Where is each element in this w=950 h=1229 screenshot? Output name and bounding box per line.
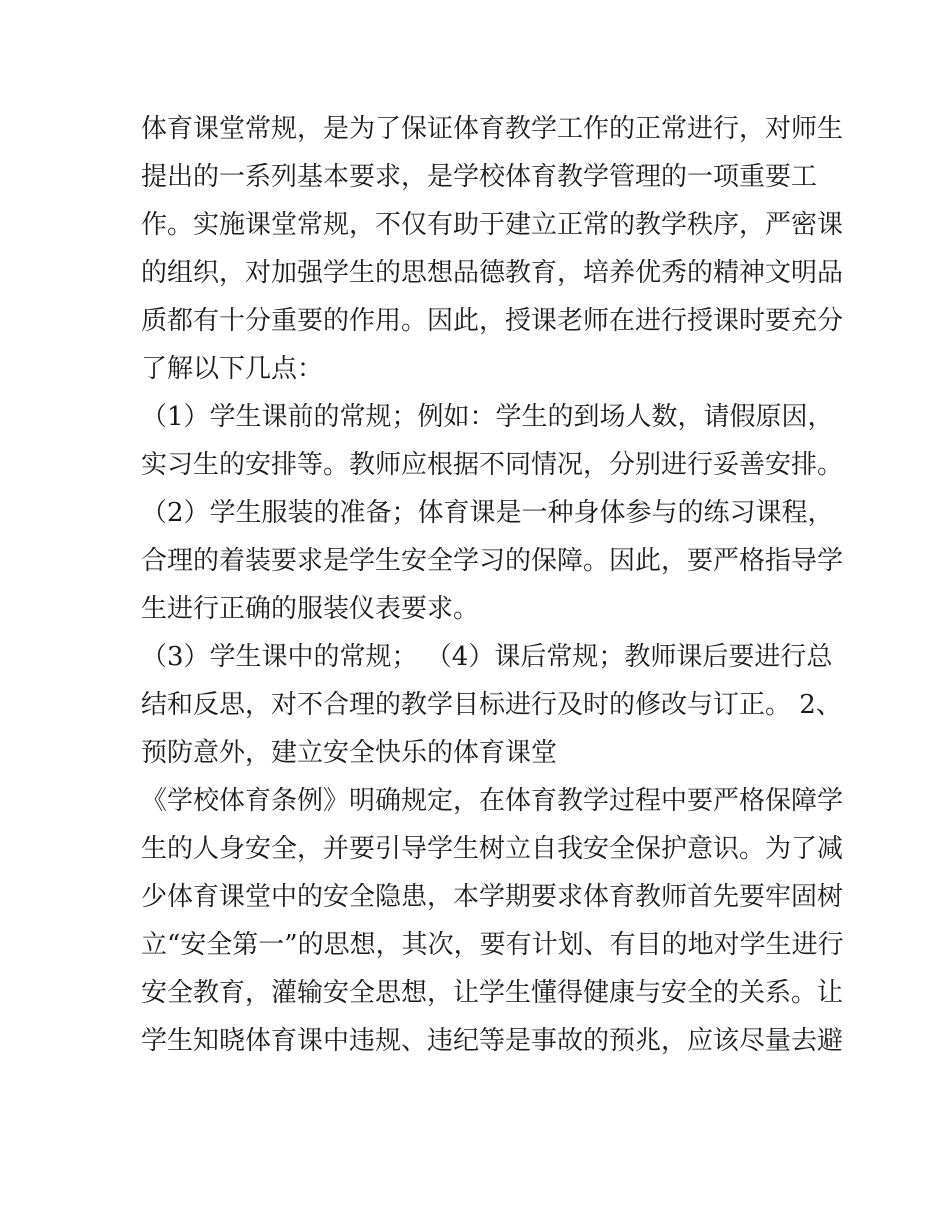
text-line: 《学校体育条例》明确规定，在体育教学过程中要严格保障学 xyxy=(141,786,844,816)
text-line: 安全教育，灌输安全思想，让学生懂得健康与安全的关系。让 xyxy=(141,978,844,1008)
text-line: 作。实施课堂常规，不仅有助于建立正常的教学秩序，严密课 xyxy=(141,210,844,240)
text-line: 了解以下几点： xyxy=(141,354,324,384)
text-line: 少体育课堂中的安全隐患，本学期要求体育教师首先要牢固树 xyxy=(141,882,844,912)
section-heading: 预防意外，建立安全快乐的体育课堂 xyxy=(141,738,558,768)
list-item-2: （2）学生服装的准备；体育课是一种身体参与的练习课程， xyxy=(141,498,834,528)
text-line: 实习生的安排等。教师应根据不同情况，分别进行妥善安排。 xyxy=(141,450,844,480)
text-line: 合理的着装要求是学生安全学习的保障。因此，要严格指导学 xyxy=(141,546,844,576)
text-line: 学生知晓体育课中违规、违纪等是事故的预兆，应该尽量去避 xyxy=(141,1026,844,1056)
text-line: 质都有十分重要的作用。因此，授课老师在进行授课时要充分 xyxy=(141,306,844,336)
text-line: 的组织，对加强学生的思想品德教育，培养优秀的精神文明品 xyxy=(141,258,844,288)
text-line: 结和反思，对不合理的教学目标进行及时的修改与订正。 2、 xyxy=(141,690,842,720)
list-item-3-4: （3）学生课中的常规； （4）课后常规；教师课后要进行总 xyxy=(141,642,833,672)
document-body xyxy=(141,105,844,1065)
text-line: 提出的一系列基本要求，是学校体育教学管理的一项重要工 xyxy=(141,162,818,192)
list-item-1: （1）学生课前的常规；例如：学生的到场人数，请假原因， xyxy=(141,402,834,432)
text-line: 体育课堂常规，是为了保证体育教学工作的正常进行，对师生 xyxy=(141,114,844,144)
text-line: 生进行正确的服装仪表要求。 xyxy=(141,594,480,624)
text-line: 生的人身安全，并要引导学生树立自我安全保护意识。为了减 xyxy=(141,834,844,864)
text-line: 立“安全第一”的思想，其次，要有计划、有目的地对学生进行 xyxy=(141,930,844,960)
